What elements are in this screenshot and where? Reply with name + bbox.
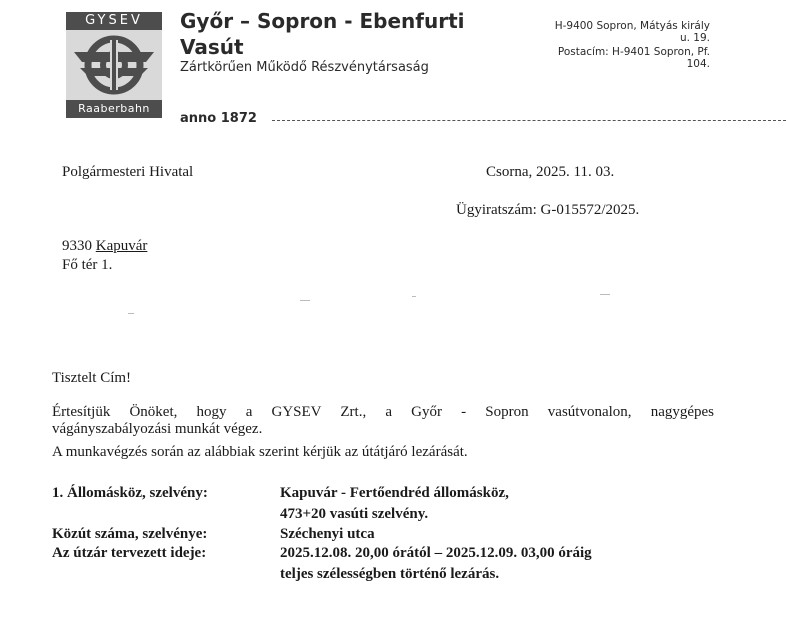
postal-line: 104.: [686, 58, 710, 70]
recipient-city-line: [62, 238, 147, 255]
paragraph-line: Értesítjük Önöket, hogy a GYSEV Zrt., a Győr - Sopron vasútvonalon, nagygépes: [52, 404, 714, 420]
company-subtitle: Zártkörűen Működő Részvénytársaság: [180, 60, 429, 75]
section-label: 1. Állomásköz, szelvény:: [52, 485, 208, 501]
company-logo: [66, 12, 162, 118]
recipient-zip: 9330: [62, 238, 92, 254]
request-sentence: A munkavégzés során az alábbiak szerint kérjük az útátjáró lezárását.: [52, 444, 468, 460]
recipient-city: Kapuvár: [95, 238, 148, 254]
company-address: [510, 20, 710, 44]
founding-year: anno 1872: [180, 111, 257, 126]
postal-line: Postacím: H-9401 Sopron, Pf.: [557, 46, 710, 58]
header-divider: [272, 120, 786, 121]
scan-speck: [128, 313, 134, 314]
address-line: u. 19.: [679, 32, 710, 44]
scan-speck: [412, 296, 416, 297]
postal-address: [510, 46, 710, 70]
company-name-line1: Győr – Sopron - Ebenfurti: [180, 9, 465, 33]
reference-number: Ügyiratszám: G-015572/2025.: [456, 202, 640, 218]
closure-time-label: Az útzár tervezett ideje:: [52, 545, 207, 561]
scan-speck: [300, 300, 310, 301]
section-value: 473+20 vasúti szelvény.: [280, 506, 429, 522]
road-label: Közút száma, szelvénye:: [52, 526, 208, 542]
letter-date: Csorna, 2025. 11. 03.: [486, 164, 615, 180]
address-line: H-9400 Sopron, Mátyás király: [554, 20, 710, 32]
intro-paragraph: [52, 404, 714, 438]
section-value: Kapuvár - Fertőendréd állomásköz,: [280, 485, 509, 501]
road-value: Széchenyi utca: [280, 526, 375, 542]
scan-speck: [600, 294, 610, 295]
paragraph-line: vágányszabályozási munkát végez.: [52, 421, 263, 437]
logo-top-text: GYSEV: [66, 12, 162, 30]
recipient-street: Fő tér 1.: [62, 257, 113, 273]
winged-wheel-icon: [74, 32, 154, 98]
recipient-name: Polgármesteri Hivatal: [62, 164, 194, 180]
closure-time-value: 2025.12.08. 20,00 órától – 2025.12.09. 03,00 óráig: [280, 545, 592, 561]
logo-bottom-text: Raaberbahn: [66, 100, 162, 118]
closure-scope-value: teljes szélességben történő lezárás.: [280, 566, 500, 582]
salutation: Tisztelt Cím!: [52, 370, 132, 386]
company-name-line2: Vasút: [180, 35, 244, 59]
company-name: [180, 8, 500, 60]
